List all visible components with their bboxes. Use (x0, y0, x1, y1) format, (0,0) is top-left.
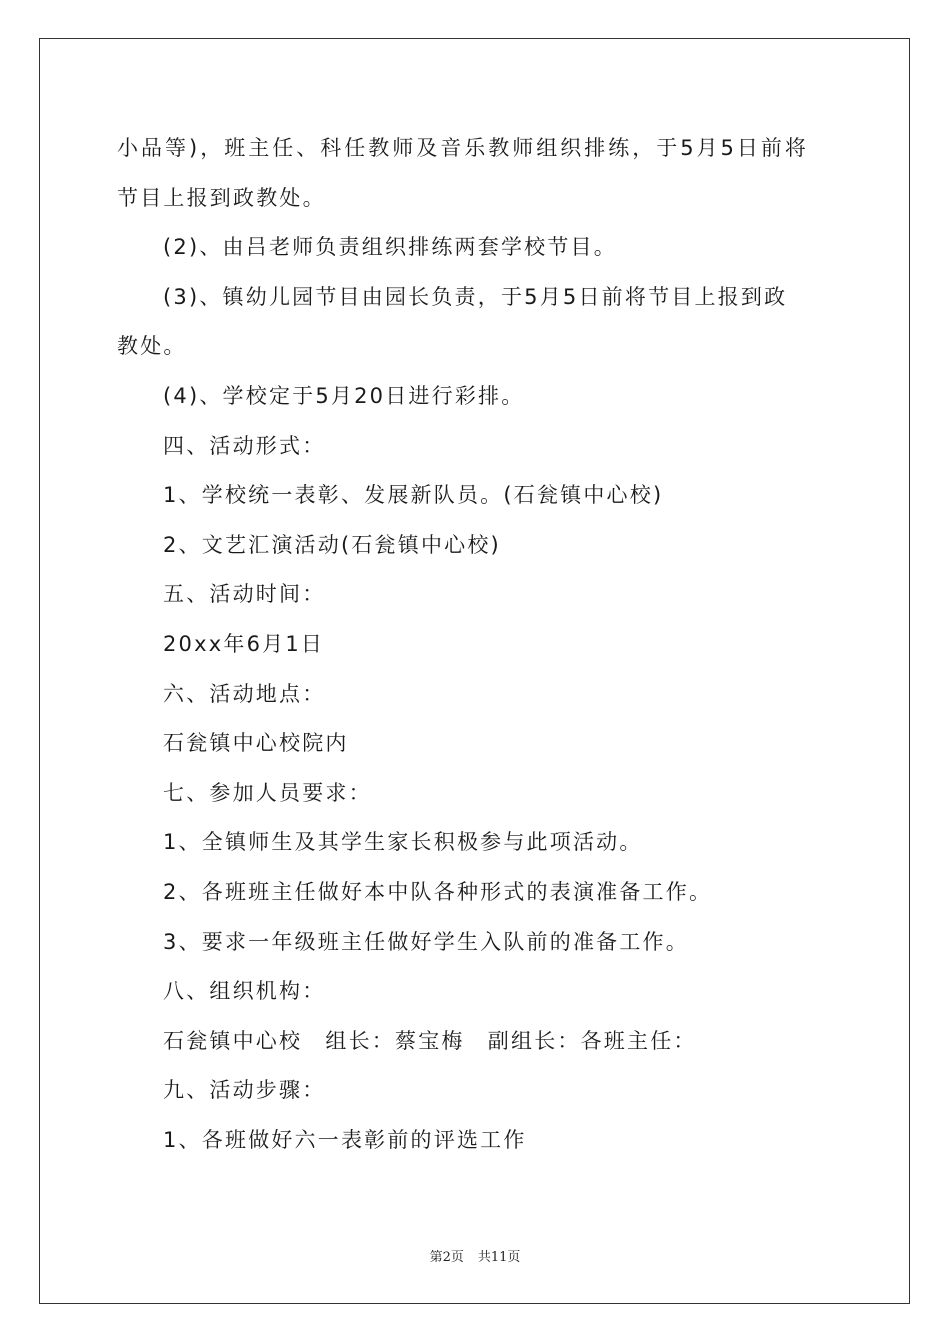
text-line: 2、各班班主任做好本中队各种形式的表演准备工作。 (163, 879, 713, 904)
text-line: 教处。 (117, 334, 187, 359)
text-line: 节目上报到政教处。 (117, 185, 326, 210)
text-line: (4)、学校定于5月20日进行彩排。 (163, 383, 525, 408)
document-body (117, 124, 837, 1165)
text-line: 1、全镇师生及其学生家长积极参与此项活动。 (163, 830, 643, 855)
text-line: (3)、镇幼儿园节目由园长负责，于5月5日前将节目上报到政 (163, 284, 788, 309)
text-line: 2、文艺汇演活动(石瓮镇中心校) (163, 532, 501, 557)
text-line: (2)、由吕老师负责组织排练两套学校节目。 (163, 235, 617, 260)
section-heading: 六、活动地点： (163, 681, 326, 706)
section-heading: 七、参加人员要求： (163, 780, 372, 805)
text-line: 3、要求一年级班主任做好学生入队前的准备工作。 (163, 929, 689, 954)
text-line: 1、学校统一表彰、发展新队员。(石瓮镇中心校) (163, 483, 664, 508)
section-heading: 九、活动步骤： (163, 1078, 326, 1103)
section-heading: 八、组织机构： (163, 979, 326, 1004)
text-line: 小品等)，班主任、科任教师及音乐教师组织排练，于5月5日前将 (117, 136, 809, 160)
page-footer (0, 1246, 950, 1265)
page-number-total: 共11页 (477, 1250, 521, 1265)
text-line: 1、各班做好六一表彰前的评选工作 (163, 1127, 527, 1152)
text-line: 石瓮镇中心校 组长：蔡宝梅 副组长：各班主任： (163, 1028, 697, 1053)
section-heading: 五、活动时间： (163, 582, 326, 607)
page-number-current: 第2页 (429, 1250, 464, 1265)
section-heading: 四、活动形式： (163, 433, 326, 458)
text-line: 20xx年6月1日 (163, 631, 325, 656)
text-line: 石瓮镇中心校院内 (163, 731, 349, 756)
